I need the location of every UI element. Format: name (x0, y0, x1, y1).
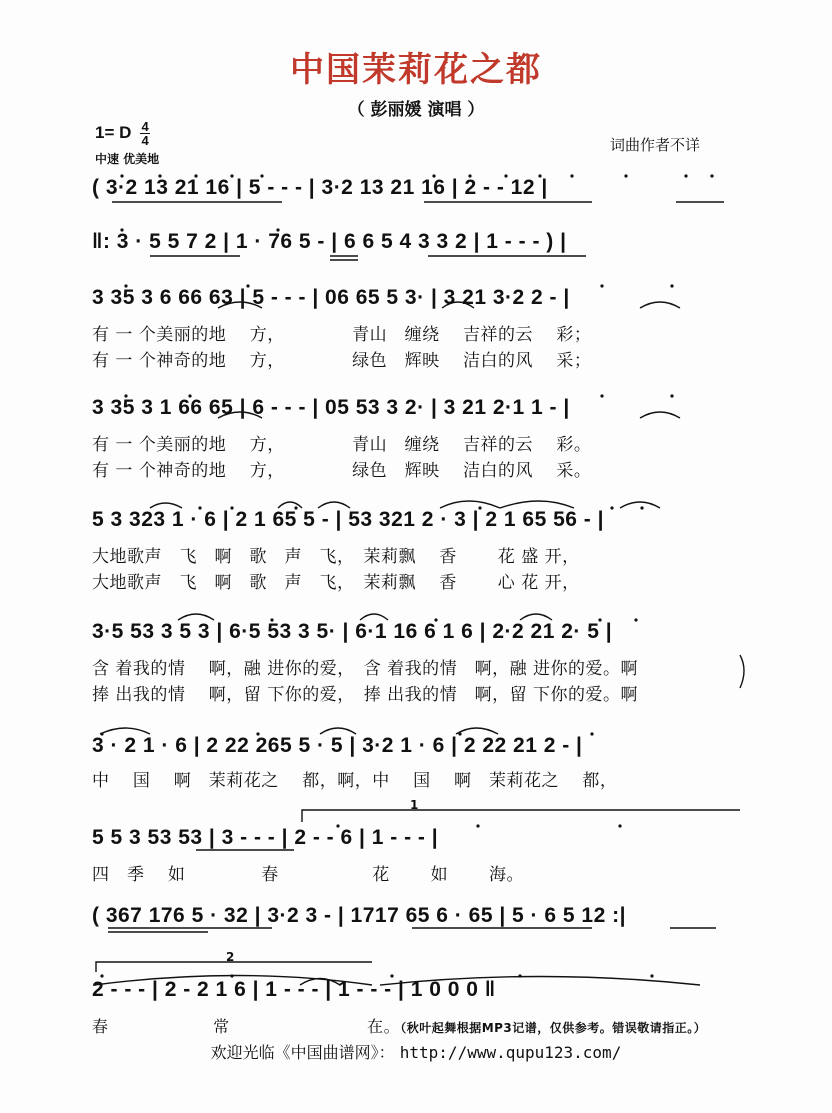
volta-1-label: 1 (410, 798, 419, 812)
song-title: 中国茉莉花之都 (290, 50, 542, 90)
score-line: 3 35 3 1 66 65 | 6 - - - | 05 53 3 2· | 3 21 2·1 1 - | (92, 396, 570, 419)
score-line: 3 35 3 6 66 63 | 5 - - - | 06 65 5 3· | 3 21 3·2 2 - | (92, 286, 570, 309)
key-label: 1= D (95, 122, 132, 142)
lyric-line: 大地歌声 飞 啊 歌 声 飞， 茉莉飘 香 花 盛 开， (92, 547, 580, 567)
score-line: ‖: 3 · 5 5 7 2 | 1 · 76 5 - | 6 6 5 4 3 3 2 | 1 - - - ) | (92, 230, 567, 253)
site-footer (0, 1040, 832, 1063)
score-line: 5 3 323 1 · 6 | 2 1 65 5 - | 53 321 2 · 3 | 2 1 65 56 - | (92, 508, 604, 531)
lyric-line: 中 国 啊 茉莉花之 都，啊，中 国 啊 茉莉花之 都， (92, 771, 618, 791)
transcriber-note: （秋叶起舞根据MP3记谱，仅供参考。错误敬请指正。） (400, 1021, 707, 1035)
key-signature (95, 120, 150, 147)
lyric-line: 有 一 个美丽的地 方， 青山 缠绕 吉祥的云 彩。 (92, 435, 592, 455)
footer-url-link[interactable]: http://www.qupu123.com/ (399, 1043, 622, 1062)
time-bottom: 4 (141, 133, 149, 148)
volta-2-label: 2 (226, 950, 235, 964)
score-line: 2 - - - | 2 - 2 1 6 | 1 - - - | 1 - - - | 1 0 0 0 ‖ (92, 978, 496, 1001)
lyric-final-main: 春 常 在。 (92, 1017, 401, 1036)
lyric-line: 有 一 个神奇的地 方， 绿色 辉映 洁白的风 采； (92, 351, 592, 371)
time-signature (140, 120, 150, 147)
footer-welcome: 欢迎光临《中国曲谱网》： (210, 1043, 395, 1062)
tempo-marking: 中速 优美地 (95, 152, 160, 166)
lyric-line: 四 季 如 春 花 如 海。 (92, 865, 525, 885)
score-line: ( 3·2 13 21 16 | 5 - - - | 3·2 13 21 16 | 2 - - 12 | (92, 176, 548, 199)
lyric-line: 捧 出我的情 啊，留 下你的爱， 捧 出我的情 啊，留 下你的爱。啊 (92, 685, 639, 705)
lyric-line: 有 一 个神奇的地 方， 绿色 辉映 洁白的风 采。 (92, 461, 592, 481)
lyric-line: 有 一 个美丽的地 方， 青山 缠绕 吉祥的云 彩； (92, 325, 592, 345)
score-line: 3·5 53 3 5 3 | 6·5 53 3 5· | 6·1 16 6 1 6 | 2·2 21 2· 5 | (92, 620, 613, 643)
score-line: ( 367 176 5 · 32 | 3·2 3 - | 1717 65 6 · 65 | 5 · 6 5 12 :| (92, 904, 626, 927)
author-note: 词曲作者不详 (610, 136, 701, 154)
singer-credit: （ 彭丽媛 演唱 ） (347, 100, 485, 120)
lyric-line-final (92, 1014, 752, 1037)
time-top: 4 (141, 119, 149, 134)
score-line: 5 5 3 53 53 | 3 - - - | 2 - - 6 | 1 - - - | (92, 826, 439, 849)
lyric-line: 含 着我的情 啊，融 进你的爱， 含 着我的情 啊，融 进你的爱。啊 (92, 659, 639, 679)
lyric-line: 大地歌声 飞 啊 歌 声 飞， 茉莉飘 香 心 花 开， (92, 573, 580, 593)
score-line: 3 · 2 1 · 6 | 2 22 265 5 · 5 | 3·2 1 · 6 | 2 22 21 2 - | (92, 734, 583, 757)
